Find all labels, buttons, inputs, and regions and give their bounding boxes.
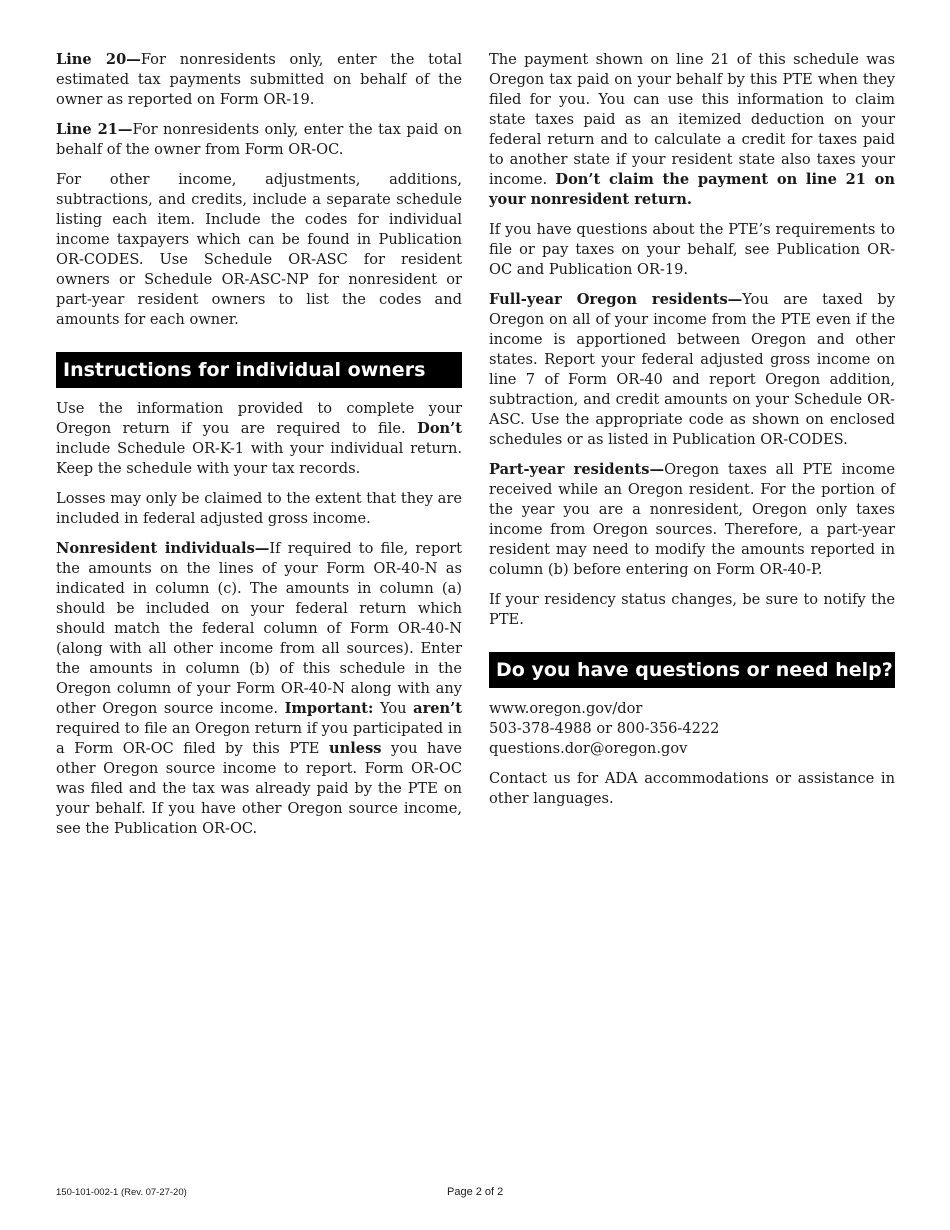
part-year-residents-paragraph: Part-year residents—Oregon taxes all PTE income received while an Oregon resident. For the portion of the year you are a nonresident, Oregon only taxes income from Oregon sources. Therefore, a part-year resident may need to modify the amounts reported in column (b) before entering on Form OR-40-P. xyxy=(489,461,895,578)
line-20-text: For nonresidents only, enter the total estimated tax payments submitted on behalf of the owner as reported on Form OR-19. xyxy=(56,51,462,108)
section-heading-individual-owners: Instructions for individual owners xyxy=(56,352,462,388)
ada-paragraph: Contact us for ADA accommodations or assistance in other languages. xyxy=(489,770,895,807)
nonresident-lead: Nonresident individuals— xyxy=(56,540,270,557)
nonresident-paragraph: Nonresident individuals—If required to file, report the amounts on the lines of your Form OR-40-N as indicated in column (c). The amounts in column (a) should be included on your federal return which should match the federal column of Form OR-40-N (along with all other income from all sources). Enter the amounts in column (b) of this schedule in the Oregon column of your Form OR-40-N along with any other Oregon source income. Important: You aren’t required to file an Oregon return if you participated in a Form OR-OC filed by this PTE unless you have other Oregon source income to report. Form OR-OC was filed and the tax was already paid by the PTE on your behalf. If you have other Oregon source income, see the Publication OR-OC. xyxy=(56,540,462,837)
line-20-lead: Line 20— xyxy=(56,51,141,68)
line-21-text: For nonresidents only, enter the tax paid on behalf of the owner from Form OR-OC. xyxy=(56,121,463,158)
section-heading-help: Do you have questions or need help? xyxy=(489,652,895,688)
other-income-paragraph: For other income, adjustments, additions, subtractions, and credits, include a separate schedule listing each item. Include the codes for individual income taxpayers which can be found in Publication OR-CODES. Use Schedule OR-ASC for resident owners or Schedule OR-ASC-NP for nonresident or part-year resident owners to list the codes and amounts for each owner. xyxy=(56,171,462,328)
payment-paragraph: The payment shown on line 21 of this schedule was Oregon tax paid on your behalf by this PTE when they filed for you. You can use this information to claim state taxes paid as an itemized deduction on your federal return and to calculate a credit for taxes paid to another state if your resident state also taxes your income. Don’t claim the payment on line 21 on your nonresident return. xyxy=(489,51,895,208)
line-21-lead: Line 21— xyxy=(56,121,133,138)
website-link[interactable]: www.oregon.gov/dor xyxy=(489,700,643,717)
right-column xyxy=(489,50,895,819)
residency-paragraph: If your residency status changes, be sure to notify the PTE. xyxy=(489,591,895,628)
pte-questions-paragraph: If you have questions about the PTE’s requirements to file or pay taxes on your behalf, see Publication OR-OC and Publication OR-19. xyxy=(489,221,895,278)
email-link[interactable]: questions.dor@oregon.gov xyxy=(489,740,688,757)
page-number: Page 2 of 2 xyxy=(447,1186,504,1198)
left-column xyxy=(56,50,462,849)
full-year-residents-paragraph: Full-year Oregon residents—You are taxed by Oregon on all of your income from the PTE even if the income is apportioned between Oregon and other states. Report your federal adjusted gross income on line 7 of Form OR-40 and report Oregon addition, subtraction, and credit amounts on your Schedule OR-ASC. Use the appropriate code as shown on enclosed schedules or as listed in Publication OR-CODES. xyxy=(489,291,895,448)
contact-block xyxy=(489,699,895,759)
use-info-paragraph: Use the information provided to complete your Oregon return if you are required to file. Don’t include Schedule OR-K-1 with your individual return. Keep the schedule with your tax records. xyxy=(56,400,462,477)
phone-numbers: 503-378-4988 or 800-356-4222 xyxy=(489,720,720,737)
line-21-paragraph xyxy=(56,120,462,160)
line-20-paragraph xyxy=(56,50,462,110)
form-number: 150-101-002-1 (Rev. 07-27-20) xyxy=(56,1187,187,1198)
losses-paragraph: Losses may only be claimed to the extent that they are included in federal adjusted gross income. xyxy=(56,490,462,527)
